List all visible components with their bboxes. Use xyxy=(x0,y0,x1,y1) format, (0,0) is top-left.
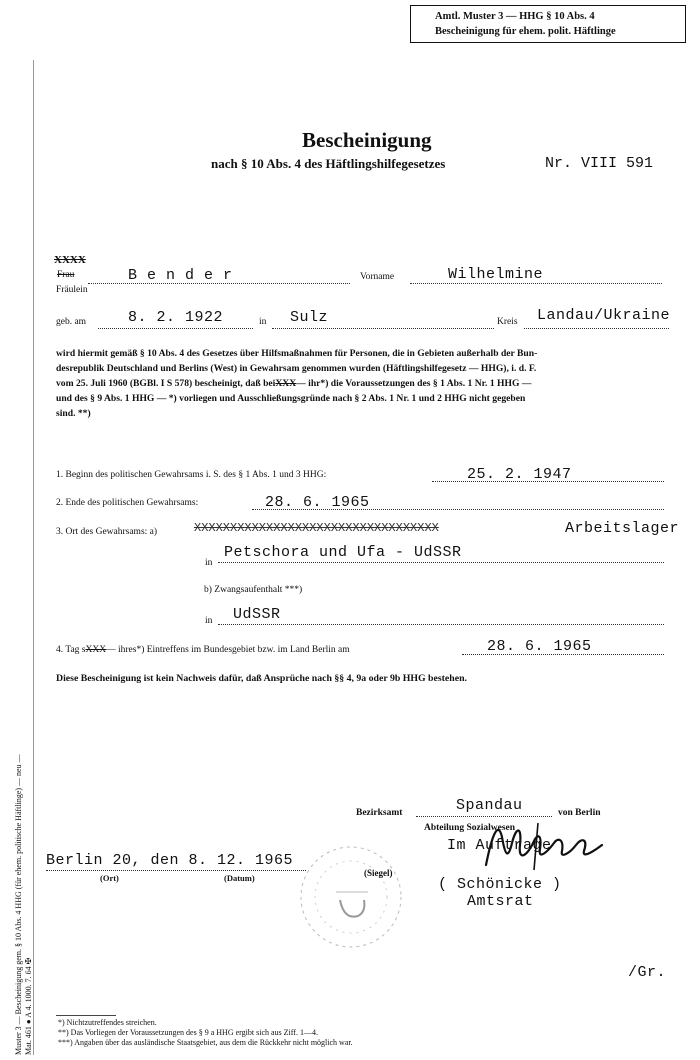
body-line-3 xyxy=(56,376,676,391)
margin-text-2: Mat. 461 ● A 4. 1000. 7. 64 ✠ xyxy=(24,957,33,1055)
footnote-2: **) Das Vorliegen der Voraussetzungen des § 9 a HHG ergibt sich aus Ziff. 1—4. xyxy=(58,1028,318,1037)
margin-text: Muster 3 — Bescheinigung gem. § 10 Abs. 4 HHG (für ehem. politische Häftlinge) — neu — xyxy=(14,754,23,1055)
typist-initials: /Gr. xyxy=(628,964,667,981)
body-line-3-b: — ihr*) die Voraussetzungen des § 1 Abs. 1 Nr. 1 HHG — xyxy=(296,378,532,389)
item-3b-place: UdSSR xyxy=(233,606,281,623)
item-2-label: 2. Ende des politischen Gewahrsams: xyxy=(56,498,199,508)
birth-place-value: Sulz xyxy=(290,309,329,326)
birth-date-value: 8. 2. 1922 xyxy=(128,309,224,326)
item-4-label-a: 4. Tag s xyxy=(56,645,86,655)
body-line-4: und des § 9 Abs. 1 HHG — *) vorliegen und Ausschließungsgründe nach § 2 Abs. 1 Nr. 1 und 2 HHG nicht gegeben xyxy=(56,393,526,404)
place-date-line xyxy=(46,870,306,871)
item-3-label: 3. Ort des Gewahrsams: a) xyxy=(56,527,158,537)
label-fraeulein: Fräulein xyxy=(56,285,88,295)
footnote-rule xyxy=(56,1015,116,1016)
item-3-place-line xyxy=(218,562,664,563)
struck-title-top: XXXX xyxy=(54,254,86,266)
bezirksamt-value: Spandau xyxy=(456,797,523,814)
bezirksamt-label: Bezirksamt xyxy=(356,808,403,818)
document-title: Bescheinigung xyxy=(302,128,432,152)
footnote-3: ***) Angaben über das ausländische Staatsgebiet, aus dem die Rückkehr nicht möglich war. xyxy=(58,1038,353,1047)
birth-label: geb. am xyxy=(56,317,87,327)
item-3-value: Arbeitslager xyxy=(565,520,680,537)
document-subtitle: nach § 10 Abs. 4 des Häftlingshilfegesetzes xyxy=(211,156,446,171)
item-4-label-b: — ihres*) Eintreffens im Bundesgebiet bzw. im Land Berlin am xyxy=(106,645,350,655)
kreis-line xyxy=(524,328,669,329)
body-line-1: wird hiermit gemäß § 10 Abs. 4 des Gesetzes über Hilfsmaßnahmen für Personen, die in Gebieten außerhalb der Bun- xyxy=(56,348,538,359)
label-frau: Frau xyxy=(57,270,75,280)
vorname-label: Vorname xyxy=(360,272,395,282)
kreis-label: Kreis xyxy=(497,317,518,327)
vorname-value: Wilhelmine xyxy=(448,266,544,283)
document-number: Nr. VIII 591 xyxy=(545,155,654,172)
birth-place-line xyxy=(272,328,494,329)
signatory-title: Amtsrat xyxy=(467,893,534,910)
footnotes xyxy=(58,1018,353,1048)
body-line-3-a: vom 25. Juli 1960 (BGBl. I S 578) bescheinigt, daß bei xyxy=(56,378,276,389)
birth-date-line xyxy=(98,328,253,329)
item-3b-place-line xyxy=(218,624,664,625)
vorname-line xyxy=(410,283,662,284)
item-1-label: 1. Beginn des politischen Gewahrsams i. S. des § 1 Abs. 1 und 3 HHG: xyxy=(56,470,327,480)
item-3-struck-options: XXXXXXXXXXXXXXXXXXXXXXXXXXXXXXXXXX xyxy=(194,521,439,535)
body-paragraph xyxy=(56,346,676,421)
birth-in-label: in xyxy=(259,317,267,327)
handwritten-signature xyxy=(478,815,608,880)
item-3-in-label: in xyxy=(205,558,213,568)
item-1-value: 25. 2. 1947 xyxy=(467,466,572,483)
von-berlin-label: von Berlin xyxy=(558,808,601,818)
item-2-value: 28. 6. 1965 xyxy=(265,494,370,511)
kreis-value: Landau/Ukraine xyxy=(537,307,671,324)
item-4-label xyxy=(56,645,350,655)
item-3b-in-label: in xyxy=(205,616,213,626)
ort-label: (Ort) xyxy=(100,873,119,883)
surname-value: B e n d e r xyxy=(128,267,233,284)
body-line-5: sind. **) xyxy=(56,408,91,419)
datum-label: (Datum) xyxy=(224,873,255,883)
form-type-box xyxy=(410,5,686,43)
item-4-struck: XXX xyxy=(85,645,107,655)
notice-statement: Diese Bescheinigung ist kein Nachweis dafür, daß Ansprüche nach §§ 4, 9a oder 9b HHG bestehen. xyxy=(56,673,467,684)
item-4-value: 28. 6. 1965 xyxy=(487,638,592,655)
margin-form-code xyxy=(14,754,34,1055)
place-date-value: Berlin 20, den 8. 12. 1965 xyxy=(46,852,294,869)
siegel-label: (Siegel) xyxy=(364,868,393,878)
item-3-place: Petschora und Ufa - UdSSR xyxy=(224,544,462,561)
signatory-name: ( Schönicke ) xyxy=(438,876,562,893)
footnote-1: *) Nichtzutreffendes streichen. xyxy=(58,1018,157,1027)
form-box-line-1: Amtl. Muster 3 — HHG § 10 Abs. 4 xyxy=(435,11,595,22)
abteilung-label: Abteilung Sozialwesen xyxy=(424,823,516,833)
body-line-2: desrepublik Deutschland und Berlins (West) in Gewahrsam genommen wurden (Häftlingshilfegesetz — HHG), i. d. F. xyxy=(56,363,537,374)
official-seal xyxy=(296,842,406,952)
form-box-line-2: Bescheinigung für ehem. polit. Häftlinge xyxy=(435,26,616,37)
im-auftrage-text: Im Auftrage xyxy=(447,837,552,854)
body-line-3-struck: XXX xyxy=(275,378,297,389)
item-3b-label: b) Zwangsaufenthalt ***) xyxy=(204,585,303,595)
